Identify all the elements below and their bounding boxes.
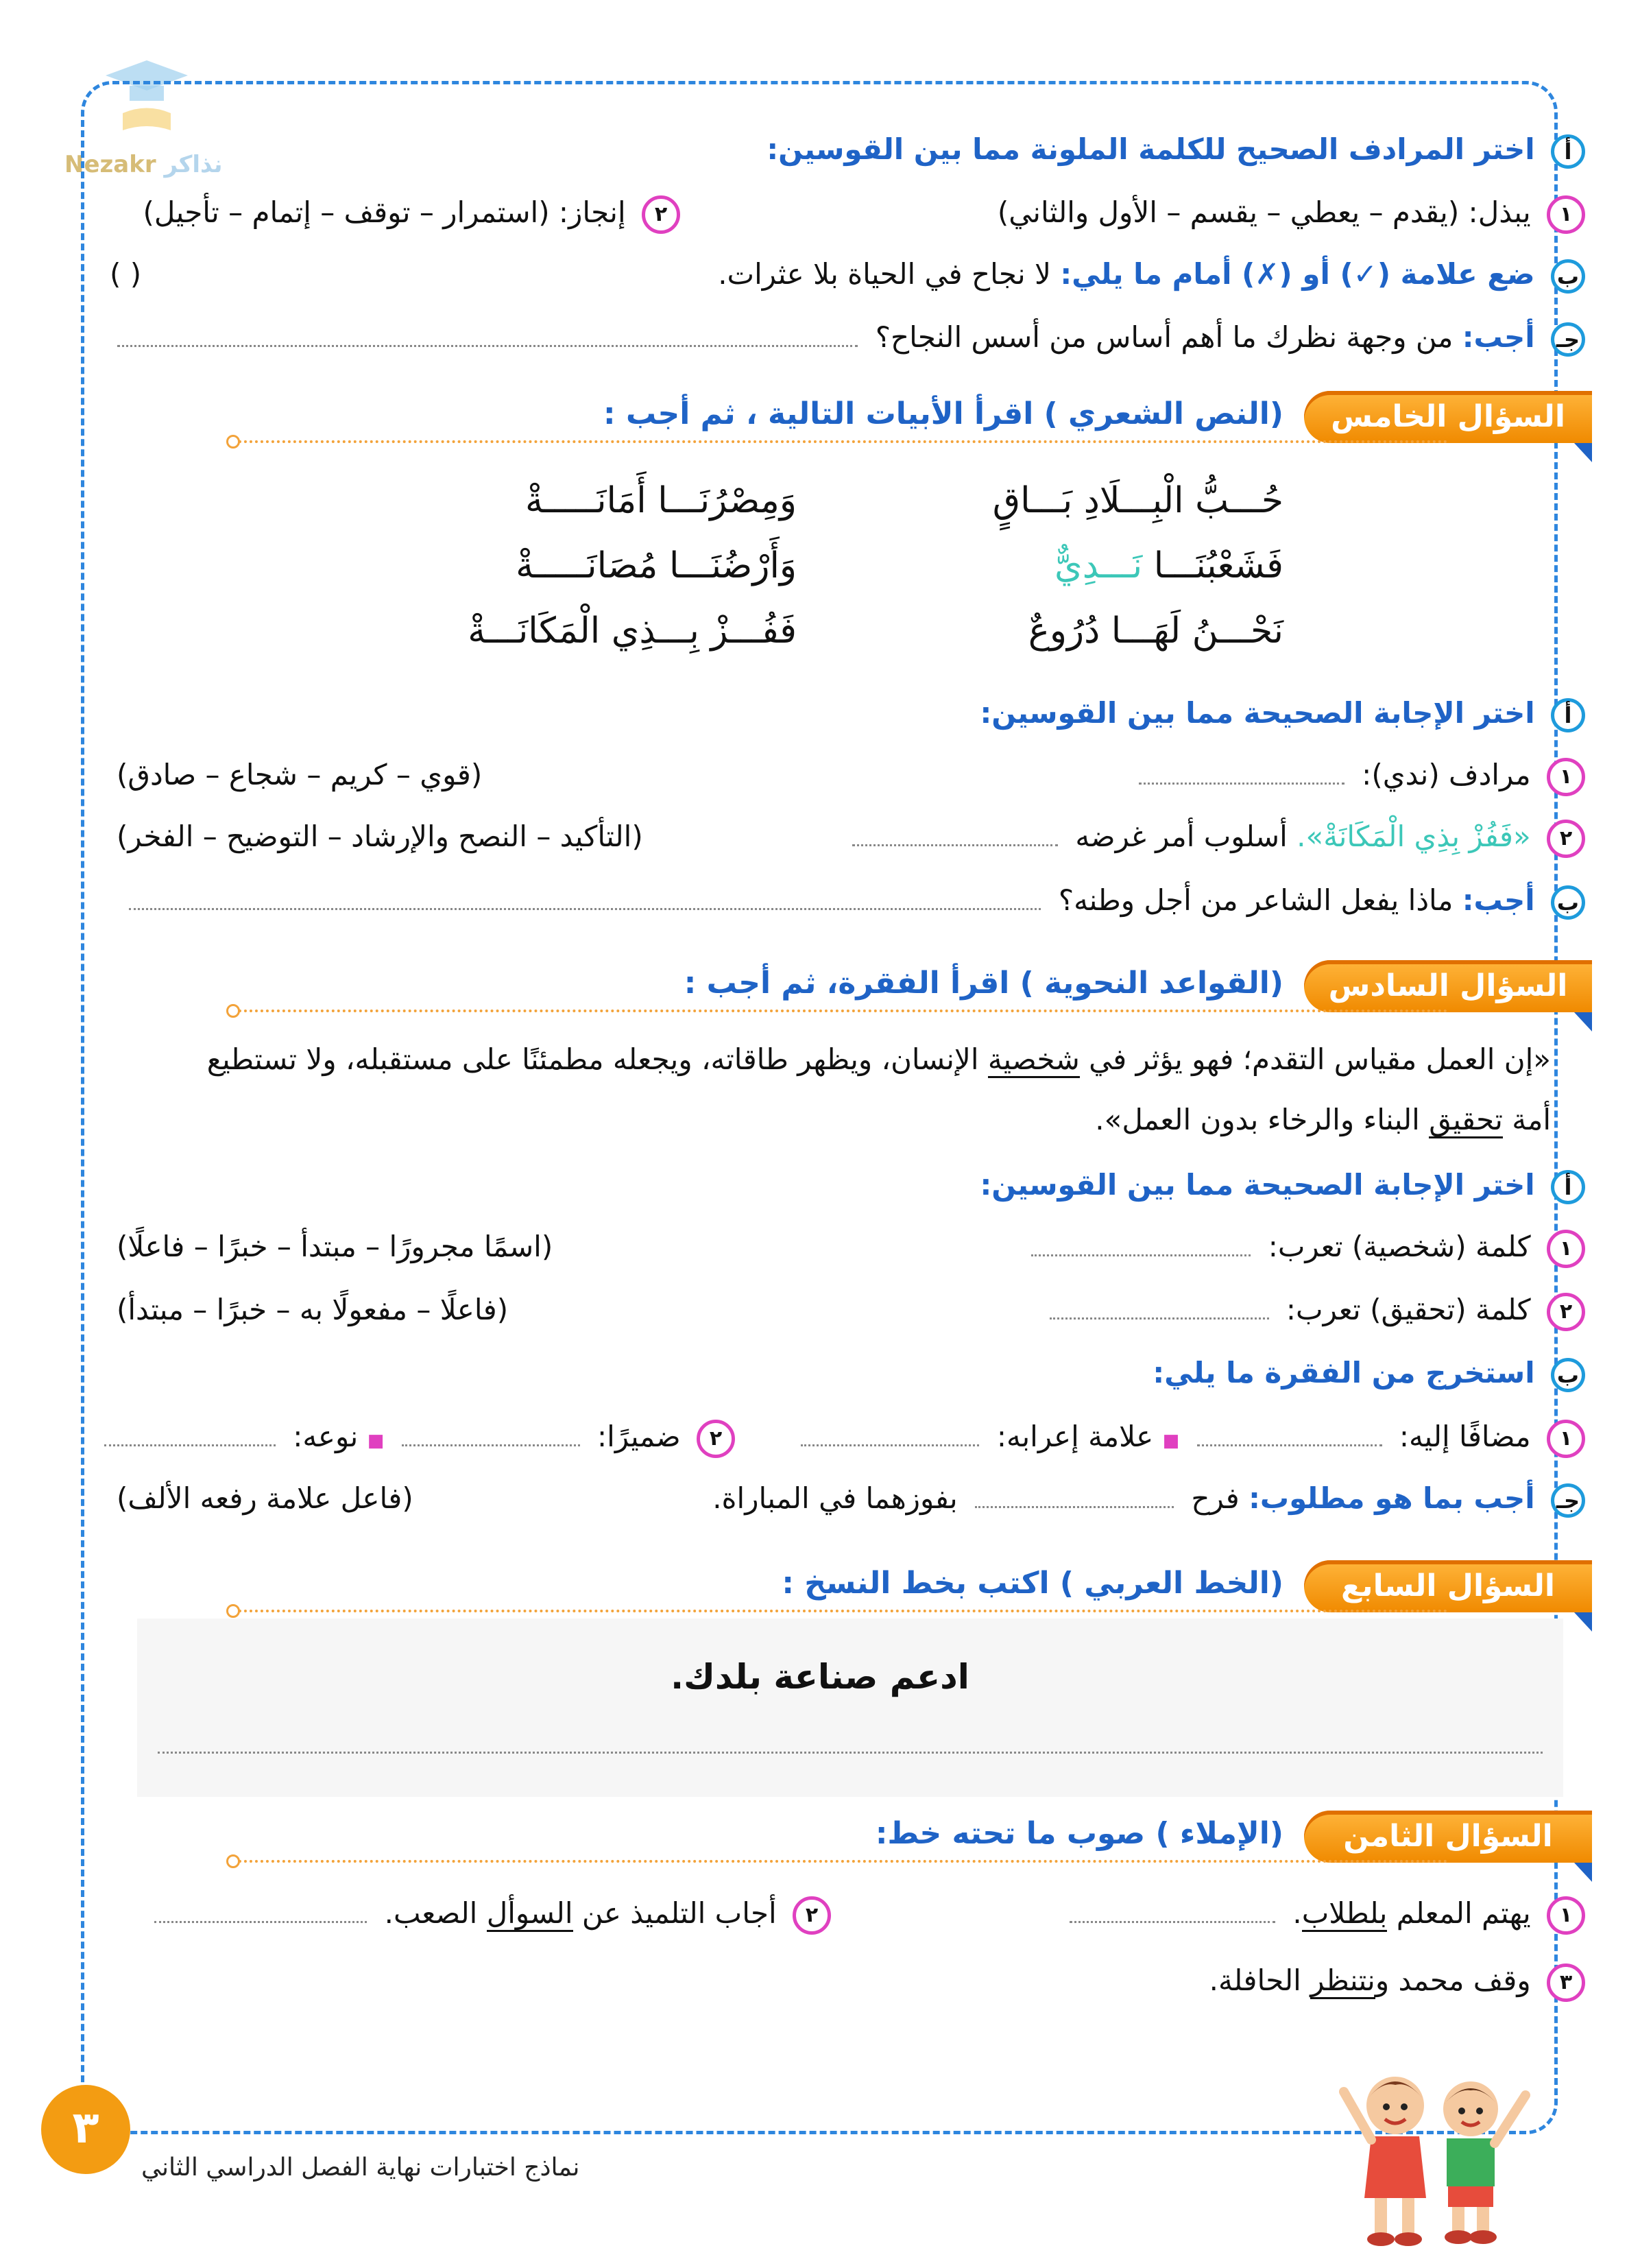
q8-i3-a: وقف محمد و [1375,1963,1531,1997]
q5-a2-quote: «فَفُزْ بِذِي الْمَكَانَةْ». [1297,820,1531,853]
divider [233,440,1448,443]
q6-b2-sub: نوعه: [293,1420,359,1453]
q4-a1-text: يبذل: (يقدم – يعطي – يقسم – الأول والثاني) [997,195,1531,229]
q4-a2-text: إنجاز: (استمرار – توقف – إتمام – تأجيل) [143,195,626,229]
underlined-word: السوأل [487,1896,573,1932]
question-title: (الإملاء ) صوب ما تحته خط: [875,1816,1283,1851]
children-illustration-icon [1330,2051,1536,2256]
tab-corner [1574,443,1592,462]
answer-line[interactable] [129,887,1041,910]
para2-a: أمة [1502,1103,1551,1136]
verse-1-left: وَمِصْرُنَـــا أَمَانَـــــةْ [525,480,797,521]
q4-a1 [998,192,1585,234]
divider [233,1860,1448,1863]
q6-c-text-b: بفوزهما في المباراة. [712,1481,958,1515]
question-tab: السؤال السادس [1304,960,1592,1012]
q6-paragraph-line-1 [207,1039,1551,1080]
number-badge: ١ [1547,758,1585,796]
q6-a2 [1041,1289,1585,1331]
q4-c-text: من وجهة نظرك ما أهم أساس من أسس النجاح؟ [875,320,1454,354]
q6-c-text-a: فرح [1191,1481,1240,1515]
question-title: (القواعد النحوية ) اقرأ الفقرة، ثم أجب : [684,966,1283,1001]
q8-i1-a: يهتم المعلم [1387,1896,1531,1930]
answer-line[interactable] [1031,1234,1251,1256]
answer-line[interactable] [154,1900,367,1923]
divider-end [226,435,240,449]
q5-a1-text: مرادف (ندي): [1362,758,1531,791]
verse-3-right: نَحْـــنُ لَهَـــا دُرُوعٌ [1028,610,1283,652]
q8-i3-b: الحافلة. [1209,1963,1311,1997]
question-tab: السؤال السابع [1304,1560,1592,1612]
para2-b: البناء والرخاء بدون العمل». [1095,1103,1430,1136]
q8-header [137,1811,1592,1868]
footer-text: نماذج اختبارات نهاية الفصل الدراسي الثاني [141,2153,580,2182]
q4-c-label: أجب: [1462,320,1535,354]
q5-b-text: ماذا يفعل الشاعر من أجل وطنه؟ [1058,883,1454,917]
page-number: ٣ [41,2085,130,2174]
item-marker: أ [1551,134,1585,169]
q6-c-row [712,1478,1585,1519]
q5-a-instruction: اختر الإجابة الصحيحة مما بين القوسين: [980,696,1535,730]
number-badge: ٢ [697,1420,735,1458]
q6-b1 [793,1416,1585,1461]
number-badge: ٢ [1547,1293,1585,1331]
tab-corner [1574,1012,1592,1031]
q5-a1 [1131,754,1585,796]
item-marker: ب [1551,885,1585,920]
q6-a2-options: (فاعلًا – مفعولًا به – خبرًا – مبتدأ) [117,1293,509,1326]
divider-end [226,1604,240,1618]
answer-paren[interactable]: ( ) [110,257,142,291]
answer-line[interactable] [1050,1297,1269,1320]
underlined-word: بلطلاب [1302,1896,1388,1932]
q6-b-label: استخرج من الفقرة ما يلي: [1153,1356,1535,1389]
q4-a2 [143,192,680,234]
divider-end [226,1004,240,1018]
verse-3-left: فَفُـــزْ بِـــذِي الْمَكَانَـــةْ [468,610,797,652]
q6-c-options: (فاعل علامة رفعه الألف) [117,1481,413,1515]
tab-corner [1574,1863,1592,1882]
question-tab: السؤال الخامس [1304,391,1592,443]
answer-line[interactable] [117,324,858,347]
q6-b1-text: مضافًا إليه: [1399,1420,1531,1453]
item-marker: جـ [1551,322,1585,357]
number-badge: ٣ [1547,1963,1585,2002]
verse-2-right-a: فَشَعْبُنَـــا [1142,545,1283,586]
answer-line[interactable] [104,1424,276,1446]
answer-line[interactable] [1139,762,1344,785]
q5-a2-options: (التأكيد – النصح والإرشاد – التوضيح – الفخر) [117,820,643,853]
q8-item-2 [146,1893,831,1935]
q6-b-row [1153,1352,1585,1394]
q5-a1-options: (قوي – كريم – شجاع – صادق) [117,758,483,791]
number-badge: ١ [1547,195,1585,234]
square-bullet-icon: ■ [367,1431,385,1451]
q5-b-row [121,880,1585,921]
q6-paragraph-line-2 [1095,1099,1551,1141]
divider [233,1010,1448,1012]
answer-line[interactable] [852,824,1058,846]
verse-2-left: وَأَرْضُنَـــا مُصَانَـــــةْ [516,545,797,586]
q4-a-instruction: اختر المرادف الصحيح للكلمة الملونة مما بين القوسين: [767,132,1535,166]
para1-a: «إن العمل مقياس التقدم؛ فهو يؤثر في [1079,1042,1551,1076]
q6-header [137,960,1592,1018]
q6-a1-options: (اسمًا مجرورًا – مبتدأ – خبرًا – فاعلًا) [117,1230,553,1263]
verse-2-right [1054,545,1283,586]
logo-arabic: نذاكر [164,151,223,178]
q8-item-3 [1209,1960,1585,2002]
highlighted-word: نَـــدِيٌّ [1054,545,1143,586]
item-marker: جـ [1551,1483,1585,1518]
number-badge: ٢ [793,1896,831,1935]
q4-a-row [767,129,1585,170]
tab-corner [1574,1612,1592,1632]
answer-line[interactable] [801,1424,979,1446]
answer-line[interactable] [1070,1900,1275,1923]
q6-b1-sub: علامة إعرابه: [996,1420,1154,1453]
q8-item-1 [1061,1893,1585,1935]
question-title: (النص الشعري ) اقرأ الأبيات التالية ، ثم أجب : [603,396,1283,431]
verse-1-right: حُـــبُّ الْبِـــلَادِ بَـــاقٍ [992,480,1283,521]
answer-line[interactable] [1197,1424,1382,1446]
q6-b2-text: ضميرًا: [597,1420,681,1453]
number-badge: ٢ [1547,820,1585,858]
calligraphy-phrase: ادعم صناعة بلدك. [671,1657,969,1697]
item-marker: أ [1551,1170,1585,1204]
writing-line[interactable] [158,1752,1543,1754]
q8-i2-b: الصعب. [384,1896,487,1930]
writing-area[interactable] [137,1619,1563,1797]
logo-latin: Nezakr [64,151,156,178]
q6-a-instruction: اختر الإجابة الصحيحة مما بين القوسين: [980,1168,1535,1202]
underlined-word: تحقيق [1429,1103,1503,1138]
number-badge: ١ [1547,1896,1585,1935]
number-badge: ١ [1547,1420,1585,1458]
q4-b-row [718,254,1585,295]
question-tab: السؤال الثامن [1304,1811,1592,1863]
item-marker: ب [1551,259,1585,294]
q5-a2 [844,816,1585,858]
item-marker: أ [1551,698,1585,732]
q4-b-text: لا نجاح في الحياة بلا عثرات. [718,257,1051,291]
q6-a2-text: كلمة (تحقيق) تعرب: [1286,1293,1531,1326]
underlined-word: نتنظر [1310,1963,1375,1999]
q6-a1-text: كلمة (شخصية) تعرب: [1268,1230,1531,1263]
q5-a2-text: أسلوب أمر غرضه [1075,820,1288,853]
q6-b2 [96,1416,735,1461]
q6-a-row [980,1165,1585,1206]
number-badge: ١ [1547,1230,1585,1268]
question-title: (الخط العربي ) اكتب بخط النسخ : [782,1566,1283,1601]
q5-a-row [980,693,1585,734]
number-badge: ٢ [642,195,680,234]
q8-i1-b: . [1292,1896,1302,1930]
q4-c-row [109,317,1585,358]
answer-line[interactable] [402,1424,580,1446]
answer-line[interactable] [975,1485,1174,1508]
q5-header [137,391,1592,449]
divider-end [226,1854,240,1868]
underlined-word: شخصية [988,1042,1080,1078]
square-bullet-icon: ■ [1162,1431,1180,1451]
q4-b-label: ضع علامة (✓) أو (✗) أمام ما يلي: [1060,257,1535,291]
q7-header [137,1560,1592,1618]
divider [233,1610,1448,1612]
q8-i2-a: أجاب التلميذ عن [572,1896,777,1930]
q5-b-label: أجب: [1462,883,1535,917]
para1-b: الإنسان، ويظهر طاقاته، ويجعله مطمئنًا على مستقبله، ولا تستطيع [206,1042,988,1076]
q6-c-label: أجب بما هو مطلوب: [1249,1481,1535,1515]
item-marker: ب [1551,1358,1585,1392]
q6-a1 [1023,1226,1585,1268]
